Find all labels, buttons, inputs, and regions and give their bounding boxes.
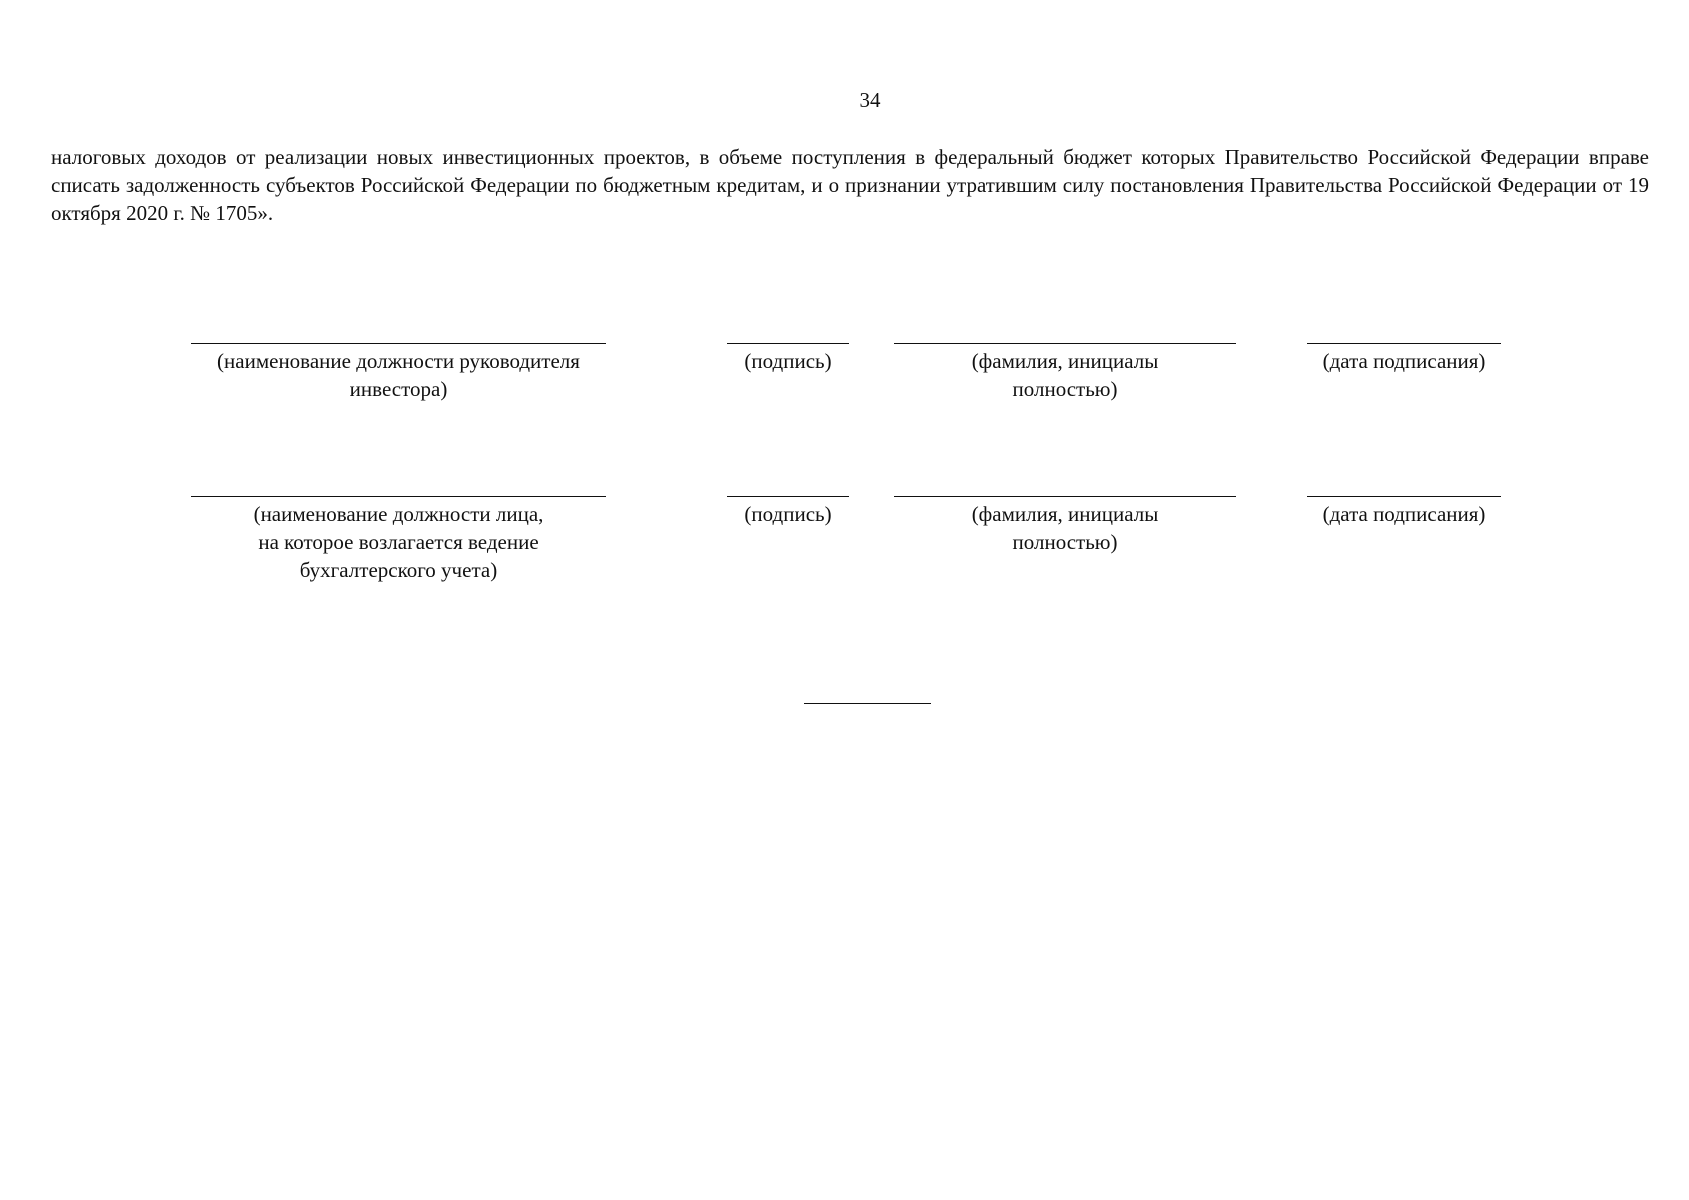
body-paragraph: налоговых доходов от реализации новых инвестиционных проектов, в объеме поступления в федеральный бюджет которых Правительство Российской Федерации вправе списать задолженность субъектов Российской Федерации по бюджетным кредитам, и о признании утратившим силу постановления Правительства Российской Федерации от 19 октября 2020 г. № 1705». [51,145,1649,225]
caption-line: инвестора) [349,377,448,401]
caption-line: полностью) [1012,530,1118,554]
name-caption [894,500,1236,556]
name-field [894,343,1236,403]
signature-field [727,496,849,528]
signature-line [727,496,849,497]
position-line [191,343,606,344]
date-field [1307,343,1501,375]
position-caption [181,347,616,403]
caption-line: (наименование должности лица, [253,502,544,526]
page-number: 34 [859,88,881,112]
caption-line: (подпись) [744,349,832,373]
document-end-rule [804,703,931,704]
caption-line: полностью) [1012,377,1118,401]
caption-line: (наименование должности руководителя [217,349,580,373]
signature-field [727,343,849,375]
position-line [191,496,606,497]
position-field [191,343,606,403]
signature-caption [717,347,859,375]
position-field [191,496,606,584]
caption-line: на которое возлагается ведение [258,530,539,554]
date-caption [1287,500,1521,528]
signature-caption [717,500,859,528]
caption-line: бухгалтерского учета) [299,558,498,582]
signature-block-investor-head [0,343,1689,443]
name-field [894,496,1236,556]
signature-line [727,343,849,344]
name-line [894,343,1236,344]
date-line [1307,343,1501,344]
caption-line: (фамилия, инициалы [971,349,1159,373]
caption-line: (подпись) [744,502,832,526]
date-line [1307,496,1501,497]
caption-line: (дата подписания) [1322,349,1486,373]
caption-line: (фамилия, инициалы [971,502,1159,526]
signature-block-accountant [0,496,1689,596]
name-line [894,496,1236,497]
date-field [1307,496,1501,528]
date-caption [1287,347,1521,375]
caption-line: (дата подписания) [1322,502,1486,526]
name-caption [894,347,1236,403]
position-caption [181,500,616,584]
